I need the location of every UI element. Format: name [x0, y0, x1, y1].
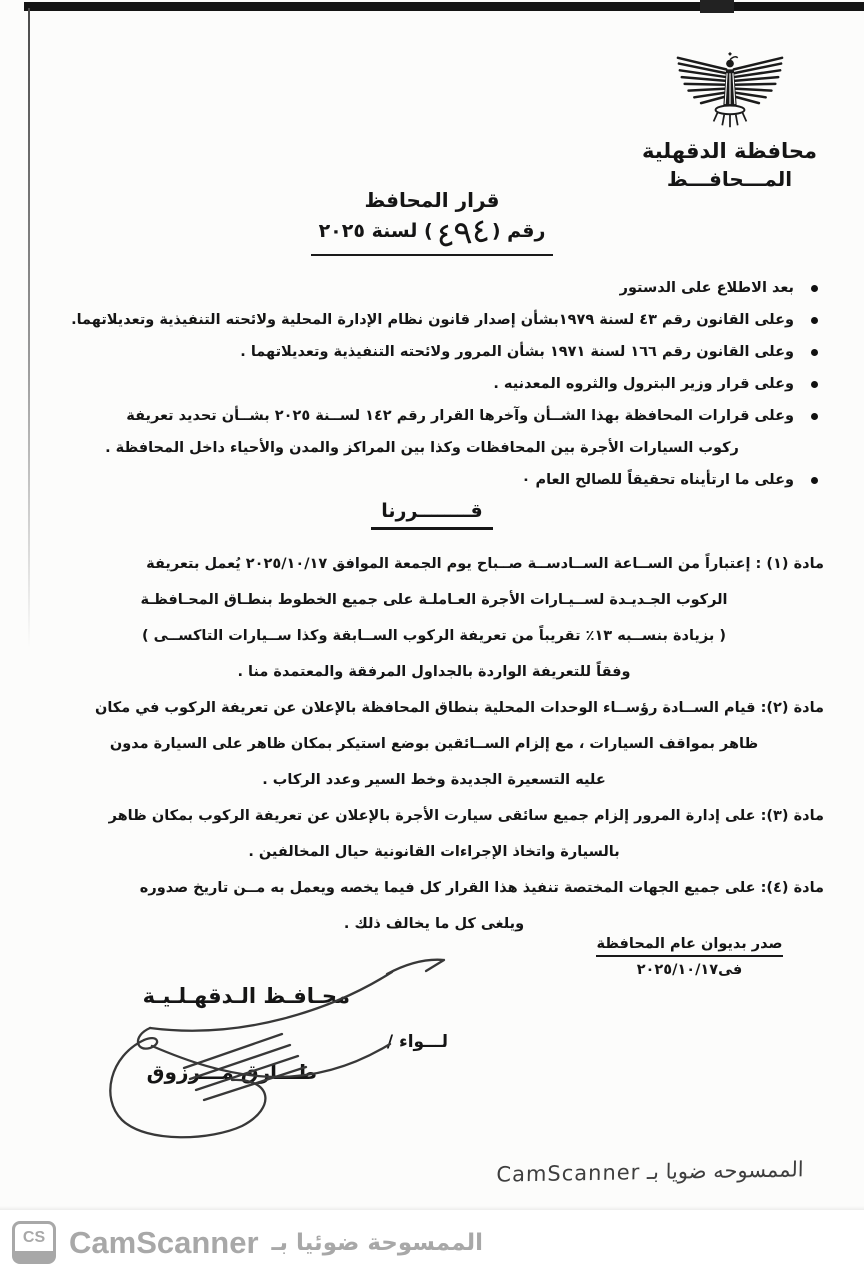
signature-block [92, 948, 462, 1146]
article-text-line: ( بزيادة بنســبه ١٣٪ تقريباً من تعريفة الركوب الســابقة وكذا ســيارات التاكســى ) [141, 628, 727, 644]
preamble-line: بعد الاطلاع على الدستور [619, 280, 794, 296]
article-label: مادة (٣): [760, 808, 824, 824]
camscanner-brand-text: CamScanner [69, 1224, 259, 1260]
article-3 [44, 798, 824, 870]
camscanner-logo-icon [12, 1221, 56, 1264]
camscanner-footer-arabic: الممسوحة ضوئيا بـ [271, 1229, 484, 1256]
preamble-item [50, 304, 826, 336]
signatory-rank: لـــواء / [386, 1032, 448, 1052]
decision-heading: قــــــــررنا [371, 500, 492, 530]
preamble-line: وعلى القانون رقم ١٦٦ لسنة ١٩٧١ بشأن المرور ولائحته التنفيذية وتعديلاتهما . [240, 344, 794, 360]
egypt-eagle-emblem-icon [672, 52, 788, 133]
camscanner-footer-bar [0, 1210, 864, 1280]
scan-edge-top [24, 2, 864, 11]
decree-number-line [311, 209, 554, 256]
preamble-item [50, 400, 826, 464]
decree-number-suffix: ) لسنة ٢٠٢٥ [318, 220, 433, 242]
scan-edge-left [28, 8, 30, 648]
article-2 [44, 690, 824, 798]
decree-number-prefix: رقم ( [491, 220, 546, 242]
article-text-line: بالسيارة واتخاذ الإجراءات القانونية حيال المخالفين . [248, 844, 620, 860]
camscanner-logo-cs: CS [12, 1221, 56, 1251]
scan-edge-notch [700, 0, 734, 13]
article-text-line: ظاهر بمواقف السيارات ، مع إلزام الســائقين بوضع استيكر بمكان ظاهر على السيارة مدون [109, 736, 759, 752]
camscanner-logo-base [12, 1251, 56, 1264]
preamble-line: وعلى قرار وزير البترول والثروه المعدنيه . [493, 376, 794, 392]
article-label: مادة (٢): [760, 700, 824, 716]
article-text-line: على جميع الجهات المختصة تنفيذ هذا القرار كل فيما يخصه ويعمل به مــن تاريخ صدوره [139, 880, 756, 896]
decree-title: قرار المحافظ [364, 188, 500, 212]
camscanner-footer-group [12, 1221, 483, 1264]
article-text-line: على إدارة المرور إلزام جميع سائقى سيارت الأجرة بالإعلان عن تعريفة الركوب بمكان ظاهر [108, 808, 756, 824]
article-1 [44, 546, 824, 690]
article-text-line: الركوب الجـديـدة لســيـارات الأجرة العـاملـة على جميع الخطوط بنطـاق المحـافظـة [140, 592, 728, 608]
signatory-title: محـافـظ الـدقهـلـيـة [142, 984, 350, 1008]
article-4 [44, 870, 824, 942]
signatory-name: طـــارق مـــرزوق [146, 1060, 317, 1084]
preamble-item [50, 272, 826, 304]
decision-heading-block [0, 500, 864, 530]
article-text-line: وفقاً للتعريفة الواردة بالجداول المرفقة والمعتمدة منا . [237, 664, 631, 680]
camscanner-handwritten-watermark: الممسوحه ضويا بـ CamScanner [496, 1157, 804, 1187]
article-text-line: إعتباراً من الســاعة الســادســة صــباح يوم الجمعة الموافق ٢٠٢٥/١٠/١٧ يُعمل بتعريفة [146, 556, 751, 572]
article-text-line: قيام الســادة رؤســاء الوحدات المحلية بنطاق المحافظة بالإعلان عن تعريفة الركوب في مكان [94, 700, 756, 716]
articles-block [44, 546, 824, 942]
preamble-line: وعلى القانون رقم ٤٣ لسنة ١٩٧٩بشأن إصدار قانون نظام الإدارة المحلية ولائحته التنفيذية وتعديلاتهما. [71, 312, 794, 328]
preamble-list [50, 272, 826, 496]
header-emblem-block [627, 52, 832, 191]
decree-title-block [0, 188, 864, 256]
issuance-block [587, 936, 792, 978]
preamble-line: وعلى قرارات المحافظة بهذا الشــأن وآخرها القرار رقم ١٤٢ لســنة ٢٠٢٥ بشــأن تحديد تعريفة [126, 408, 794, 424]
paper-bottom-shadow [0, 1206, 864, 1210]
issuance-office-line: صدر بديوان عام المحافظة [596, 936, 782, 957]
article-label: مادة (١) : [755, 556, 824, 572]
decree-number-handwritten: ٤٩٤ [433, 209, 492, 256]
preamble-item [50, 464, 826, 496]
preamble-item [50, 336, 826, 368]
issuance-date: فى٢٠٢٥/١٠/١٧ [636, 962, 743, 978]
article-label: مادة (٤): [760, 880, 824, 896]
preamble-line: وعلى ما ارتأيناه تحقيقاً للصالح العام ٠ [521, 472, 794, 488]
preamble-line: ركوب السيارات الأجرة بين المحافظات وكذا بين المراكز والمدن والأحياء داخل المحافظة . [105, 440, 739, 456]
article-text-line: ويلغى كل ما يخالف ذلك . [343, 916, 525, 932]
article-text-line: عليه التسعيرة الجديدة وخط السير وعدد الركاب . [262, 772, 606, 788]
governorate-name: محافظة الدقهلية [642, 139, 817, 163]
handwritten-signature [92, 948, 462, 1146]
preamble-item [50, 368, 826, 400]
governor-office-label: المـــحافـــظ [666, 167, 793, 191]
